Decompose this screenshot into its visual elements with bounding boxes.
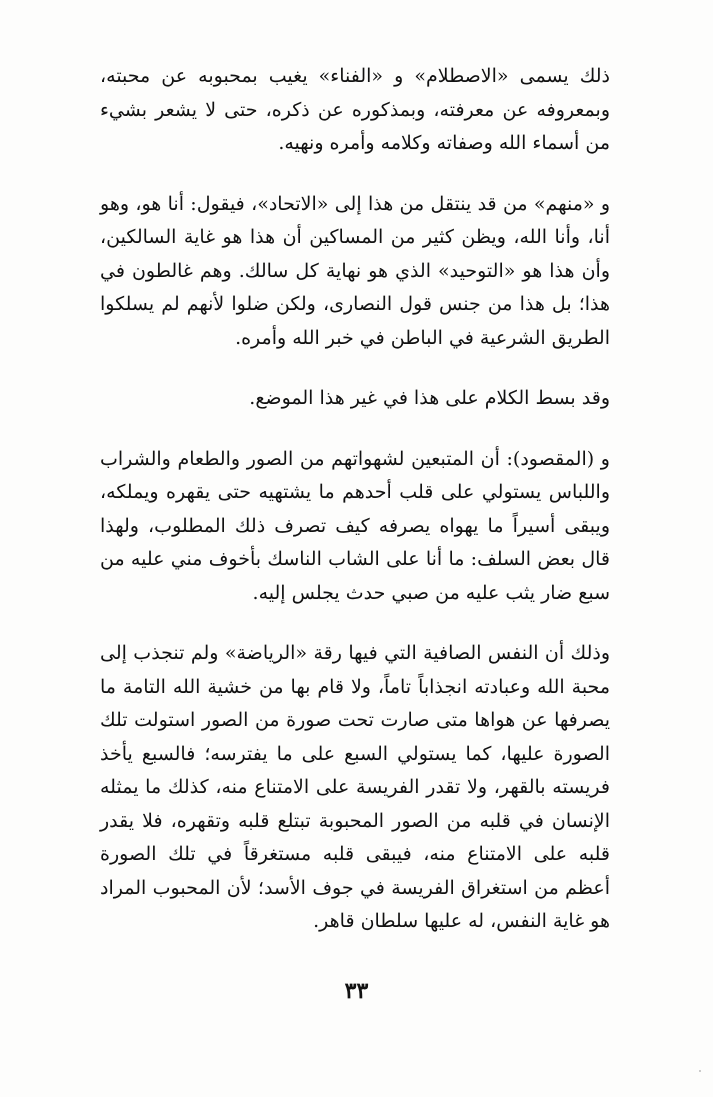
paragraph-2: و «منهم» من قد ينتقل من هذا إلى «الاتحاد»، فيقول: أنا هو، وهو أنا، وأنا الله، ويظن كثير من المساكين أن هذا هو غاية السالكين، وأن هذا هو «التوحيد» الذي هو نهاية كل سالك. وهم غالطون في هذا؛ بل هذا من جنس قول النصارى، ولكن ضلوا لأنهم لم يسلكوا الطريق الشرعية في الباطن في خبر الله وأمره. bbox=[100, 192, 610, 349]
paragraph-3: وقد بسط الكلام على هذا في غير هذا الموضع. bbox=[249, 387, 610, 409]
paragraph-4: و (المقصود): أن المتبعين لشهواتهم من الصور والطعام والشراب واللباس يستولي على قلب أحدهم ما يشتهيه حتى يقهره ويملكه، ويبقى أسيراً ما يهواه يصرفه كيف تصرف ذلك المطلوب، ولهذا قال بعض السلف: ما أنا على الشاب الناسك بأخوف مني عليه من سبع ضار يثب عليه من صبي حدث يجلس إليه. bbox=[100, 447, 610, 604]
scan-speck bbox=[699, 1070, 701, 1072]
paragraph-1: ذلك يسمى «الاصطلام» و «الفناء» يغيب بمحبوبه عن محبته، وبمعروفه عن معرفته، وبمذكوره عن ذكره، حتى لا يشعر بشيء من أسماء الله وصفاته وكلامه وأمره ونهيه. bbox=[100, 65, 610, 154]
body-text bbox=[100, 60, 610, 939]
page-number: ٣٣ bbox=[344, 978, 369, 1004]
paragraph-5: وذلك أن النفس الصافية التي فيها رقة «الرياضة» ولم تنجذب إلى محبة الله وعبادته انجذاباً تاماً، ولا قام بها من خشية الله التامة ما يصرفها عن هواها متى صارت تحت صورة من الصور استولت تلك الصورة عليها، كما يستولي السبع على ما يفترسه؛ فالسبع يأخذ فريسته بالقهر، ولا تقدر الفريسة على الامتناع منه، كذلك ما يمثله الإنسان في قلبه من الصور المحبوبة تبتلع قلبه وتقهره، فلا يقدر قلبه على الامتناع منه، فيبقى قلبه مستغرقاً في تلك الصورة أعظم من استغراق الفريسة في جوف الأسد؛ لأن المحبوب المراد هو غاية النفس، له عليها سلطان قاهر. bbox=[100, 642, 610, 932]
